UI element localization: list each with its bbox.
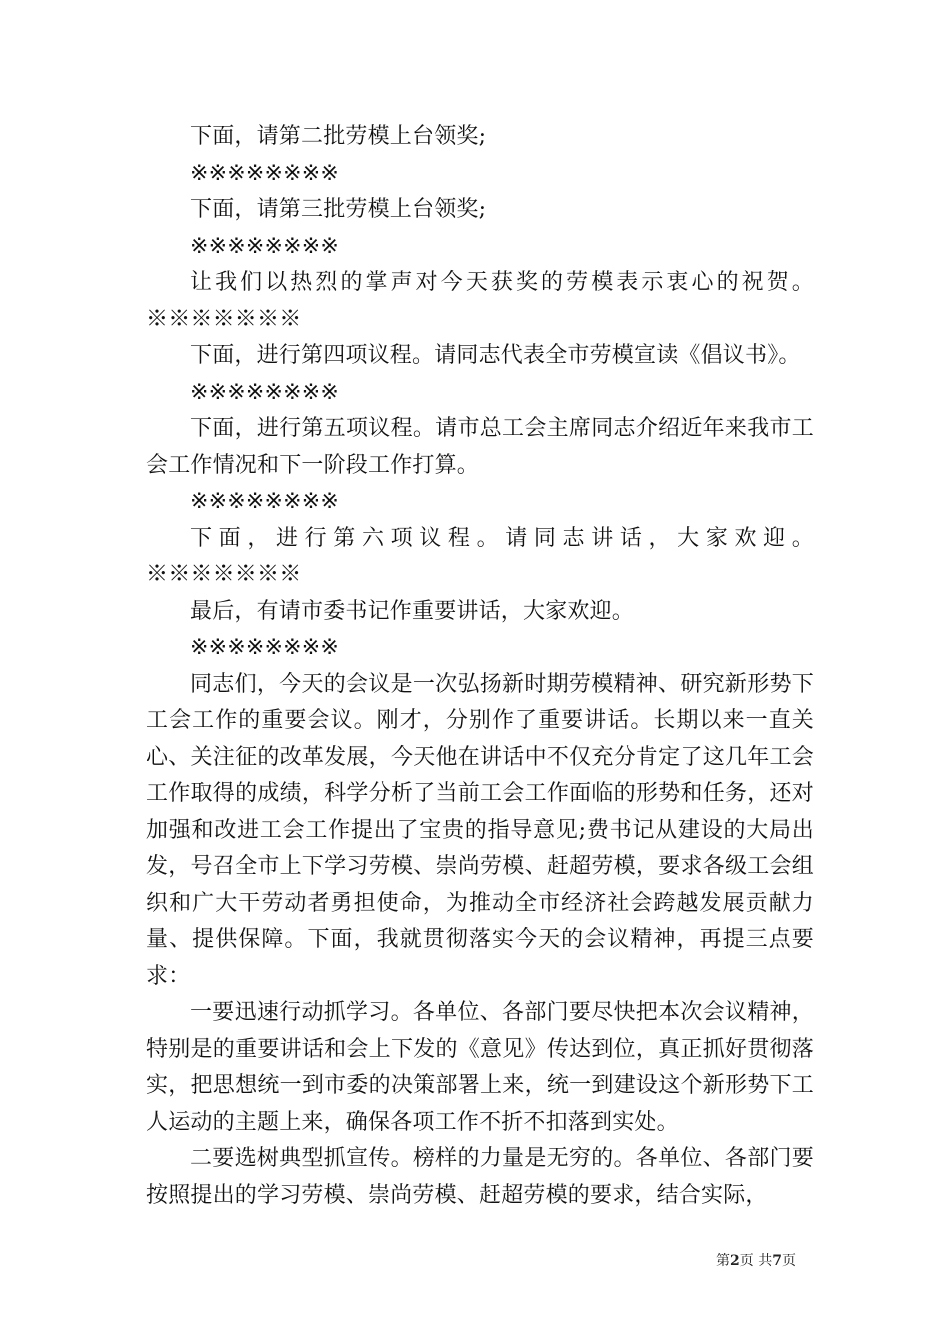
page-footer (716, 1250, 796, 1270)
paragraph: 下面，进行第六项议程。请同志讲话，大家欢迎。※※※※※※※ (146, 525, 814, 587)
total-page-number: 7 (772, 1253, 782, 1269)
page-number-suffix: 页 (781, 1253, 796, 1269)
document-body (146, 119, 814, 1214)
paragraph: 下面，请第二批劳模上台领奖; (190, 124, 487, 149)
paragraph: 二要选树典型抓宣传。榜样的力量是无穷的。各单位、各部门要按照提出的学习劳模、崇尚劳模、赶超劳模的要求，结合实际， (146, 1146, 814, 1208)
paragraph: 下面，进行第四项议程。请同志代表全市劳模宣读《倡议书》。 (190, 343, 801, 368)
paragraph: ※※※※※※※※ (190, 489, 340, 514)
page-number-middle: 页 共 (739, 1253, 773, 1269)
paragraph: 下面，请第三批劳模上台领奖; (190, 197, 487, 222)
current-page-number: 2 (730, 1253, 740, 1269)
paragraph: ※※※※※※※※ (190, 379, 340, 405)
paragraph: 同志们，今天的会议是一次弘扬新时期劳模精神、研究新形势下工会工作的重要会议。刚才，分别作了重要讲话。长期以来一直关心、关注征的改革发展，今天他在讲话中不仅充分肯定了这几年工会工作取得的成绩，科学分析了当前工会工作面临的形势和任务，还对加强和改进工会工作提出了宝贵的指导意见;费书记从建设的大局出发，号召全市上下学习劳模、崇尚劳模、赶超劳模，要求各级工会组织和广大干劳动者勇担使命，为推动全市经济社会跨越发展贡献力量、提供保障。下面，我就贯彻落实今天的会议精神，再提三点要求： (146, 671, 814, 989)
paragraph: 一要迅速行动抓学习。各单位、各部门要尽快把本次会议精神，特别是的重要讲话和会上下发的《意见》传达到位，真正抓好贯彻落实，把思想统一到市委的决策部署上来，统一到建设这个新形势下工人运动的主题上来，确保各项工作不折不扣落到实处。 (146, 1000, 814, 1135)
paragraph: 最后，有请市委书记作重要讲话，大家欢迎。 (190, 598, 635, 624)
paragraph: ※※※※※※※※ (190, 233, 340, 259)
paragraph: 下面，进行第五项议程。请市总工会主席同志介绍近年来我市工会工作情况和下一阶段工作打算。 (146, 416, 814, 478)
paragraph: 让我们以热烈的掌声对今天获奖的劳模表示衷心的祝贺。※※※※※※※ (146, 270, 814, 332)
paragraph: ※※※※※※※※ (190, 160, 340, 186)
paragraph: ※※※※※※※※ (190, 635, 340, 660)
page-number-prefix: 第 (716, 1253, 730, 1269)
